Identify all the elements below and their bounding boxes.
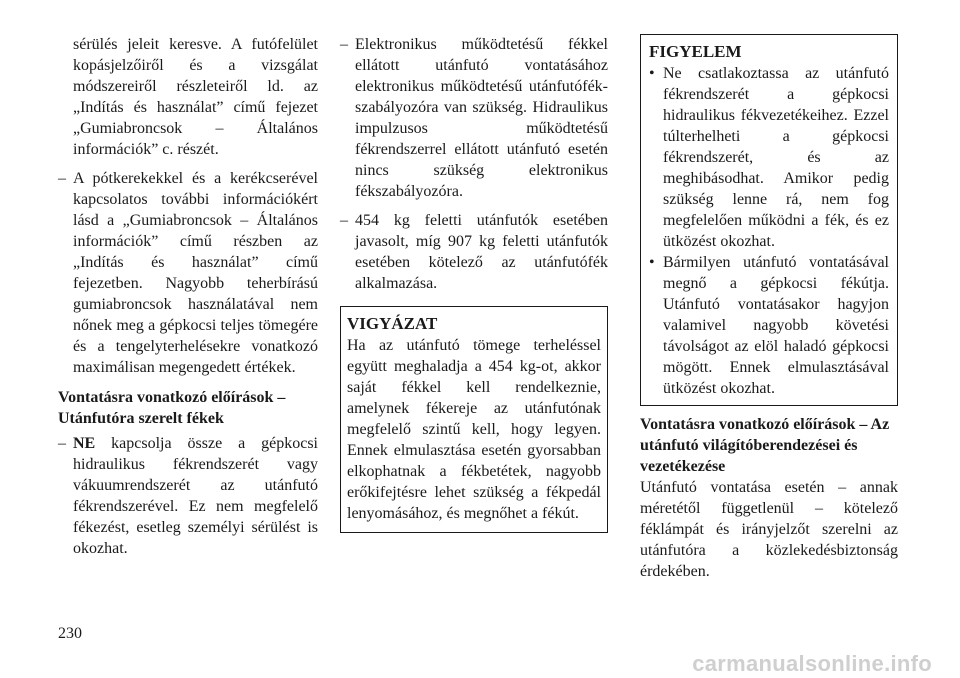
bullet-text: Bármilyen utánfutó vontatásával megnő a gépkocsi fékútja. Utánfutó vontatásakor hagyjon valamivel nagyobb követési távolságot az elöl haladó gépkocsi mögött. Ennek elmulasztásával ütközést okozhat. <box>663 254 889 397</box>
warning-title: VIGYÁZAT <box>347 314 438 333</box>
dash-marker: – <box>58 435 66 452</box>
warning-box <box>340 306 608 533</box>
section-heading: Vontatásra vonatkozó előírások – Az utánfutó világítóberendezései és vezetékezése <box>640 416 890 475</box>
paragraph: Utánfutó vontatása esetén – annak méretétől függetlenül – kötelező féklámpát és irányjelzőt szerelni az utánfutóra a közlekedésbiztonság érdekében. <box>640 479 898 580</box>
warning-text: Ha az utánfutó tömege terheléssel együtt meghaladja a 454 kg-ot, akkor saját fékkel kell rendelkeznie, amelynek fékereje az utánfutónak megfelelő szintű kell, hogy legyen. Ennek elmulasztása esetén gyorsabban elkophatnak a fékbetétek, nagyobb erőkifejtésre lehet szükség a fékpedál lenyomásához, és megnőhet a fékút. <box>347 337 601 522</box>
caution-box <box>640 34 898 406</box>
list-item-text: Elektronikus működtetésű fékkel ellátott utánfutó vontatásához elektronikus működtetésű utánfutófék-szabályozóra van szükség. Hidraulikus impulzusos működtetésű fékrendszerrel ellátott utánfutó esetén nincs szükség elektronikus fékszabályozóra. <box>355 36 608 200</box>
section-heading: Vontatásra vonatkozó előírások – Utánfutóra szerelt fékek <box>58 389 286 427</box>
middle-column <box>340 34 608 533</box>
dash-marker: – <box>340 212 348 229</box>
bullet-item <box>649 63 889 252</box>
list-item-text: 454 kg feletti utánfutók esetében javasolt, míg 907 kg feletti utánfutók esetében kötelező az utánfutófék alkalmazása. <box>355 212 608 292</box>
caution-title: FIGYELEM <box>649 42 742 61</box>
bullet-marker: • <box>649 65 655 82</box>
list-item <box>340 210 608 294</box>
dash-marker: – <box>340 36 348 53</box>
right-column <box>640 34 898 582</box>
bullet-item <box>649 252 889 399</box>
page-number: 230 <box>58 625 82 642</box>
list-item <box>58 433 318 559</box>
list-item-text: A pótkerekekkel és a kerékcserével kapcsolatos további információkért lásd a „Gumiabroncsok – Általános információk” című részben az „Indítás és használat” című fejezetben. Nagyobb teherbírású gumiabroncsok használatával nem nőnek meg a gépkocsi teljes tömegére és a tengelyterhelésekre vonatkozó maximálisan megengedett értékek. <box>73 170 318 376</box>
bullet-text: Ne csatlakoztassa az utánfutó fékrendszerét a gépkocsi hidraulikus fékvezetékeihez. Ezzel túlterhelheti a gépkocsi fékrendszerét, és az meghibásodhat. Amikor pedig szükség lenne rá, nem fog megfelelően működni a fék, és ez ütközést okozhat. <box>663 65 889 250</box>
bold-emphasis: NE <box>73 435 96 452</box>
left-column <box>58 34 318 559</box>
list-item <box>340 34 608 202</box>
paragraph: sérülés jeleit keresve. A futófelület kopásjelzőiről és a vizsgálat módszereiről részleteiről ld. az „Indítás és használat” című fejezet „Gumiabroncsok – Általános információk” c. részét. <box>73 36 318 158</box>
bullet-marker: • <box>649 254 655 271</box>
list-item-rest: kapcsolja össze a gépkocsi hidraulikus fékrendszerét vagy vákuumrendszerét az utánfutó fékrendszerével. Ez nem megfelelő fékezést, esetleg személyi sérülést is okozhat. <box>73 435 318 557</box>
list-item-text <box>73 433 318 559</box>
watermark: carmanualsonline.info <box>692 651 932 676</box>
list-item <box>58 168 318 378</box>
dash-marker: – <box>58 170 66 187</box>
